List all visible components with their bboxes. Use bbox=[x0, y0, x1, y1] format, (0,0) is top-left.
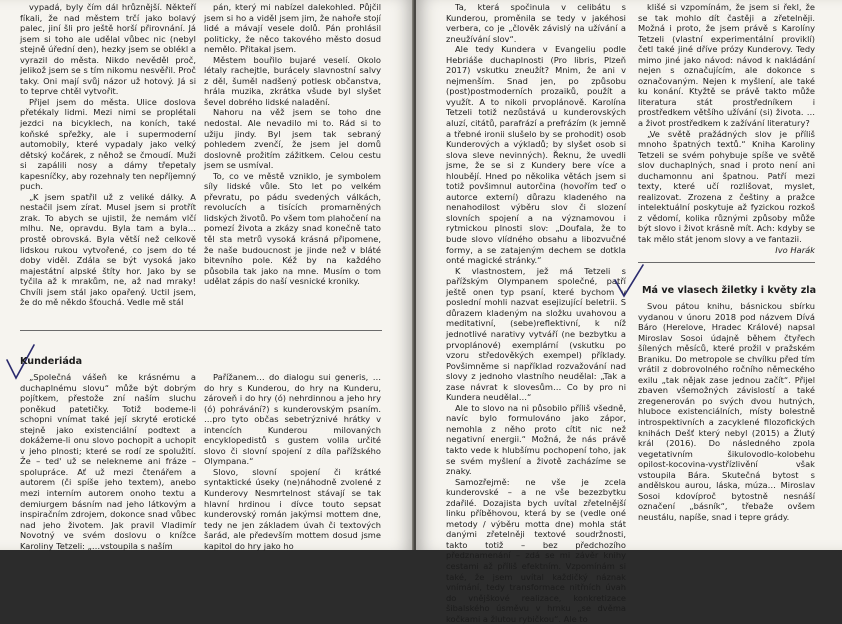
paragraph: Přijel jsem do města. Ulice doslova přetékaly lidmi. Mezi nimi se proplétali jezdci na bicyklech, na koních, také koňské spřežky, ale i supermoderní automobily, které vypadaly jako velký dětský kočárek, z něhož se čmoudí. Muži si zapálili nosy a dámy třepetaly kapesníčky, aby rozehnaly ten nepříjemný puch. bbox=[20, 96, 196, 192]
paragraph: vypadá, byly čím dál hrůznější. Někteří fíkali, že nad městem trčí jako bolavý palec, jiní šli pro ještě horší přirovnání. Já jsem si toho ale udělal vůbec nic (nebyl stejně úřední den), hezky jsem se oblékl a vyrazil do města. Nikdo nevěděl proč, jelikož jsem se s tím nikomu nesvěřil. Proč taky. Oni mají svůj názor už hotový. Já si to teprve chtěl vytvořit. bbox=[20, 2, 196, 97]
pen-check-mark bbox=[612, 262, 646, 300]
paragraph: Svou pátou knihu, básnickou sbírku vydanou v únoru 2018 pod názvem Dívá Báro (Herelove, Hradec Králové) napsal Miroslav Sosoi údajně během čtyřech šílených měsíců, které prožil v pražském Braniku. Do metropole se chvílku před tím vrátil z dobrovolného ročního německého exilu „tak nějak zase jednou začít“. Přijel zbaven všemožných závislostí a také zregenerován po svých dvou hutných, hluboce existenciálních, místy bolestně introspektivních a zacyklené filozofických knihách Dešť který nebyl (2015) a Žlutý král (2016). Do následného zpola vegetativním šikulovodlo-kolobehu opilost-kocovina-vystřízlivění však vstoupila Bára. Skutečná bytost s andělskou aurou, láska, múza… Miroslav Sosoi kdovíproč bytostně nesnáší označení „básník“, třebaže ovšem neustálu, napíše, snad i tepre grády. bbox=[638, 301, 815, 522]
left-column-1 bbox=[20, 2, 196, 320]
paragraph: Městem bouřilo bujaré veselí. Okolo létaly rachejtle, burácely slavnostní salvy z děl, šuměl nadšený potlesk občanstva, hrála muzika, zkrátka všude byl slyšet ševel dobrého lidské naladění. bbox=[204, 54, 381, 107]
paragraph: Samozřejmě: ne vše je zcela kunderovské – a ne vše bezezbytku zdařilé. Dozajista bych uvítal zřetelnější linku příběhovou, která by se (vedle oné metody / výběru motta dne) mohla stát danými zřetelněji textové soudržnosti, takto totiž – bez předchozího předznamenání – zdá se mi závěr knihy cestami až příliš efektním. Vzpomínám si také, že jsem uvítal každičký náznak vnímání, tedy transformace nitřních úvah do vnějškové realizace, konkretizace šibalského úsměvu v hrnku „se dvěma kočkami a žlutou rybičkou“. Ale to bbox=[446, 476, 626, 624]
article-heading: Má ve vlasech žiletky i květy zla bbox=[642, 285, 817, 296]
section-divider bbox=[20, 330, 382, 331]
left-column-2 bbox=[204, 2, 381, 320]
paragraph: K vlastnostem, jež má Tetzeli s pařížským Olympanem společné, patří ještě onen typ psaní, které bychom v poslední mohli nazvat esejizující beletrii. S důrazem kladeným na složku uvahovou a meditativní, (sebe)reflektivní, k níž jednotlivé narativy vytváří (ne bezbytku a prvoplánové) exemplární (vskutku po vzoru středověkých exempel) příklady. Povšimněme si například rozvažování nad slovy z jednoho vlastního neudělal: „Tak a zase návrat k slovesům… Co by pro ni Kundera neudělal…“ bbox=[446, 265, 626, 403]
paragraph: To, co ve městě vzniklo, je symbolem síly lidské vůle. Sto let po velkém převratu, po pádu svedených válkách, revolucích a tisících promarněných lidských životů. Po všem tom plahočení na pomezí života a zkázy snad konečně tato těl sta metrů vysoká krásná připomene, že naše budoucnost je jinde než v bláté bitevního pole. Kéž by na každého působila tak jako na mne. Musím o tom udělat zápis do naší vesnické kroniky. bbox=[204, 170, 381, 287]
right-column-2 bbox=[638, 2, 815, 245]
paragraph: klišé si vzpomínám, že jsem si řekl, že se tak mohlo dít častěji a zřetelněji. Možná i proto, že jsem právě s Karolíny Tetzeli (vlastní experimentální proviklí) četl také jiné dříve prózy Kunderovy. Tedy mimo jiné jako návod: návod k nakládání nejen s označujícím, ale dokonce s označovaným. Nejen k myšlení, ale také ku konání. Ktyžtě se právě takto může literatura stát prostředníkem i prostředkem většího užívání (si) života. …a život prostředkem k zažívání literatury? bbox=[638, 2, 815, 129]
left-page bbox=[0, 0, 414, 550]
paragraph: „K jsem spatřil už z veliké dálky. A nestačil jsem zírat. Musel jsem si protřít zrak. To abych se ujistil, že nemám vlčí mlhu. Ne, opravdu. Byla tam a byla… prostě obrovská. Byla větší než celkově lidskou rukou vytvořené, co jsem do té doby viděl. Zdála se být vysoká jako majestátní alpské štíty hor. Jako by se tyčila až k mrakům, ne, až nad mraky! Chvíli jsem stál jako opařený. Uctil jsem, že do mě někdo šťouchá. Vedle mě stál bbox=[20, 191, 196, 308]
review-signature: Ivo Harák bbox=[775, 245, 815, 255]
paragraph: Ale to slovo na ni působilo příliš všedně, navíc bylo formulováno jako zápor, nemohla z něho proto cítit nic než negativní energii.“ Možná, že nás právě takto vede k hlubšímu pochopení toho, jak se svém myšlení a životě zacházíme se znaky. bbox=[446, 402, 626, 477]
paragraph: Ale tedy Kundera v Evangeliu podle Hebriáše duchaplnosti (Pro libris, Plzeň 2017) vskutku zneužít? Mnim, že ani v nejmenším. Snad jen, po způsobu (post)postmoderních prozaiků, použít a využít. A to nikoli prvoplánově. Karolína Tetzeli totiž nezůstává u kunderovských aluzí, citátů, parafrází a prefrázím (k jemně a třebné ironii slušelo by se prohodit) osob Kunderových a výkladů; by slyšet osob si slova sleve nevinných). Řeknu, že uvedli jsme, že se si z Kundery bere více a hloubějí. Hned po několika větách jsem si totiž povšimnul autorčina (hovořím teď o autorce externí) důrazu kladeného na nenahodilost výběru slov či slození slovních spojení a na významovou i rytmickou plnosti slov: „Doufala, že to bude slovo vlídného obsahu a libozvučné formy, a se zatajeným dechem se dotkla onté magické stránky.“ bbox=[446, 44, 626, 266]
paragraph: Ta, která spočinula v celibátu s Kunderou, proměnila se tedy v jakéhosi verbera, co je „člověk závislý na užívání a zneužívání slov“. bbox=[446, 2, 626, 44]
article-heading: Kunderiáda bbox=[20, 356, 83, 367]
paragraph: Slovo, slovní spojení či krátké syntaktické úseky (ne)náhodně zvolené z Kunderovy Nesmrtelnost stávají se tak hlavní hrdinou i dívce touto sepsat kunderovský román jakýmsi mottem dne, tedy ne jen základem úvah či textových šarád, ale především mottem dosud jsme kapitol do hry jako ho bbox=[204, 466, 381, 551]
paragraph: „Společná vášeň ke krásnému a duchaplnému slovu“ může být dobrým pojítkem, přestože zní naším sluchu poněkud patetičky. Totiž bodeme-li schopni vnímat také její skryté erotické stejně jako existenciální podtext a dokážeme-li onu slovo pochopit a uchopit v jeho plnosti; které se rodí ze spolužití. Že – ted' už se nelekneme ani fráze – spolupráce. Ať už mezi čtenářem a autorem (či spíše jeho textem), anebo mezi interním autorem onoho textu a demiurgem básním nad jeho látkovým a inspiračním zdrojem, dokonce snad vůbec nad jeho životem. Jak pravil Vladimír Novotný ve svém doslovu o knížce Karoliny Tetzeli: „…vstoupila s naším bbox=[20, 372, 196, 551]
right-column-1 bbox=[446, 2, 626, 624]
right-column-2-bottom bbox=[638, 301, 815, 549]
paragraph: Pařížanem… do dialogu sui generis, …do hry s Kunderou, do hry na Kunderu, zároveň i do hry (ó) nehrdinnou a jeho hry (ó) pohrávání?) s kunderovským psaním. …pro tyto občas sebetrýznivé hrátky v intencích Kunderou milovaných encyklopedistů s gustem volila určité slovo či slovní spojení z díla pařížského Olympana.“ bbox=[204, 372, 381, 467]
paragraph: pán, který mi nabízel dalekohled. Půjčil jsem si ho a viděl jsem jim, že nahoře stojí lidé a mávají vesele dolů. Pán prohlásil politicky, že něco takového město dosud nemělo. Přitakal jsem. bbox=[204, 2, 381, 55]
paragraph: „Ve světě pražádných slov je příliš mnoho špatných textů.“ Kniha Karoliny Tetzeli se svém pohybuje spíše ve světě slov duchaplných, snad i proto není ani duchamonnu ani špatnou. Patří mezi texty, které učí rozlišovat, myslet, realizovat. Zrozena z češtiny a pražce intelektuální poskytuje až fyzickou rozkoš z vědomí, kolika různými způsoby může být slovo i život krásně mít. Ach: kdyby se tak mělo stát jenom slovy a ve fantazii. bbox=[638, 128, 815, 245]
left-bottom-column-1 bbox=[20, 372, 196, 551]
right-page bbox=[416, 0, 842, 624]
paragraph: Nahoru na věž jsem se toho dne nedostal. Ale nevadilo mi to. Rád si to užiju jindy. Byl jsem tak sebraný pohledem zvenčí, že jsem jel domů doslovně prožitím zážitkem. Celou cestu jsem se usmíval. bbox=[204, 107, 381, 171]
section-divider bbox=[638, 262, 815, 263]
left-bottom-column-2 bbox=[204, 372, 381, 551]
